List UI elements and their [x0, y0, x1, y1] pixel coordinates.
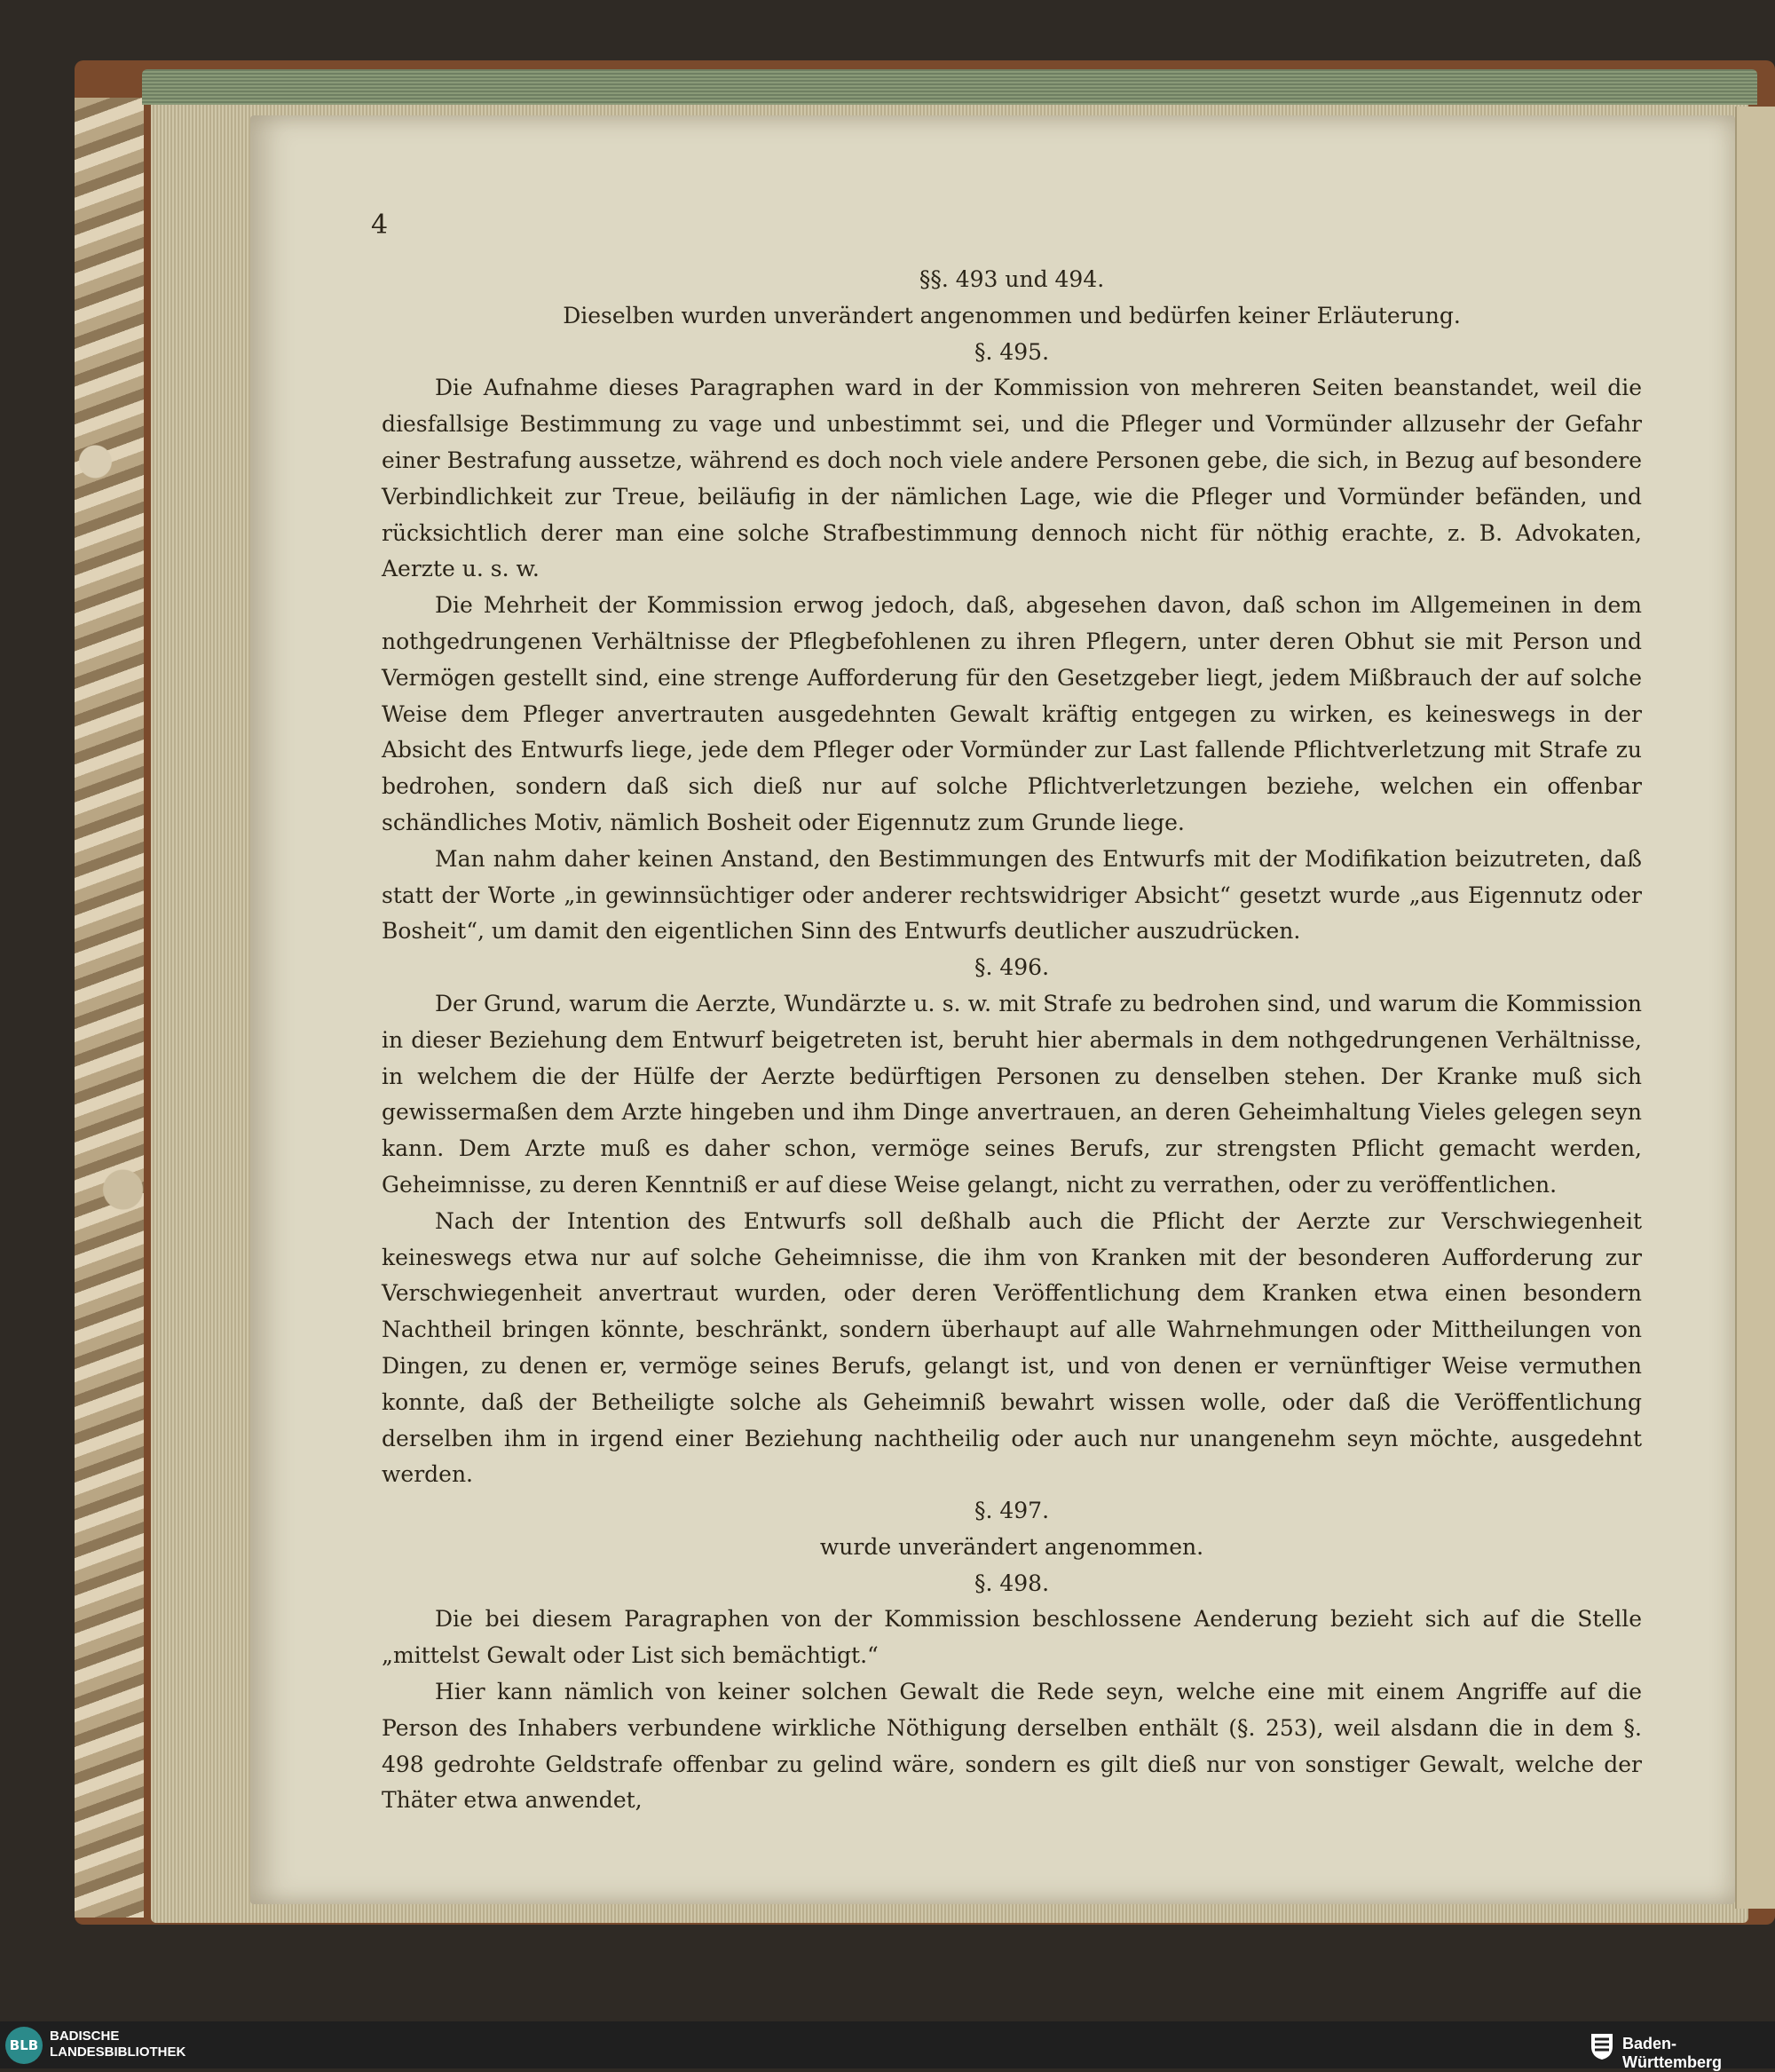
paragraph: Hier kann nämlich von keiner solchen Gewalt die Rede seyn, welche eine mit einem Angriffe auf die Person des Inhabers verbundene wirkliche Nöthigung derselben enthält (§. 253), weil alsdann die in dem §. 498 gedrohte Geldstrafe offenbar zu gelind wäre, sondern es gilt dieß nur von sonstiger Gewalt, welche der Thäter etwa anwendet, — [382, 1679, 1642, 1814]
baden-wuerttemberg-name[interactable]: Baden-Württemberg — [1622, 2035, 1722, 2071]
footer-bar — [0, 2021, 1775, 2071]
blb-name-line2: LANDESBIBLIOTHEK — [50, 2044, 186, 2060]
section-heading: §§. 493 und 494. — [919, 266, 1105, 292]
blb-name-line1: BADISCHE — [50, 2029, 120, 2044]
page-body-text — [382, 262, 1642, 1819]
paragraph: Man nahm daher keinen Anstand, den Bestimmungen des Entwurfs mit der Modifikation beizutreten, daß statt der Worte „in gewinnsüchtiger oder anderer rechtswidriger Absicht“ gesetzt wurde „aus Eigennutz oder Bosheit“, um damit den eigentlichen Sinn des Entwurfs deutlicher auszudrücken. — [382, 845, 1642, 945]
centered-line: wurde unverändert angenommen. — [819, 1533, 1204, 1560]
section-heading: §. 497. — [974, 1498, 1050, 1524]
marbled-edge — [75, 98, 144, 1918]
section-heading: §. 498. — [974, 1570, 1050, 1596]
top-edge — [142, 69, 1757, 105]
section-heading: §. 496. — [974, 954, 1050, 981]
paragraph: Die Mehrheit der Kommission erwog jedoch, daß, abgesehen davon, daß schon im Allgemeinen in dem nothgedrungenen Verhältnisse der Pflegbefohlenen zu ihren Pflegern, unter deren Obhut sie mit Person und Vermögen gestellt sind, eine strenge Aufforderung für den Gesetzgeber liegt, jedem Mißbrauch der auf solche Weise dem Pfleger anvertrauten ausgedehnten Gewalt kräftig entgegen zu wirken, es keineswegs in der Absicht des Entwurfs liege, jede dem Pfleger oder Vormünder zur Last fallende Pflichtverletzung mit Strafe zu bedrohen, sondern daß sich dieß nur auf solche Pflichtverletzungen beziehe, welchen ein offenbar schändliches Motiv, nämlich Bosheit oder Eigennutz zum Grunde liege. — [382, 592, 1642, 835]
paragraph: Die Aufnahme dieses Paragraphen ward in der Kommission von mehreren Seiten beanstandet, weil die diesfallsige Bestimmung zu vage und unbestimmt sei, und die Pfleger und Vormünder allzusehr der Gefahr einer Bestrafung aussetze, während es doch noch viele andere Personen gebe, die sich, in Bezug auf besondere Verbindlichkeit zur Treue, beiläufig in der nämlichen Lage, wie die Pfleger und Vormünder befänden, und rücksichtlich derer man eine solche Strafbestimmung dennoch nicht für nöthig erachte, z. B. Advokaten, Aerzte u. s. w. — [382, 375, 1642, 582]
baden-wuerttemberg-crest-icon[interactable] — [1589, 2030, 1615, 2060]
paragraph: Der Grund, warum die Aerzte, Wundärzte u. s. w. mit Strafe zu bedrohen sind, und warum die Kommission in dieser Beziehung dem Entwurf beigetreten ist, beruht hier abermals in dem nothgedrungenen Verhältnisse, in welchem die der Hülfe der Aerzte bedürftigen Personen zu denselben stehen. Der Kranke muß sich gewissermaßen dem Arzte hingeben und ihm Dinge anvertrauen, an deren Geheimhaltung Vieles gelegen seyn kann. Dem Arzte muß es daher schon, vermöge seines Berufs, zur strengsten Pflicht gemacht werden, Geheimnisse, zu deren Kenntniß er auf diese Weise gelangt, nicht zu verrathen, oder zu veröffentlichen. — [382, 990, 1642, 1198]
blb-logo-icon[interactable]: BLB — [5, 2027, 43, 2064]
paragraph: Nach der Intention des Entwurfs soll deßhalb auch die Pflicht der Aerzte zur Verschwiegenheit keineswegs etwa nur auf solche Geheimnisse, die ihm von Kranken mit der besonderen Aufforderung zur Verschwiegenheit anvertraut wurden, oder deren Veröffentlichung dem Kranken etwa einen besondern Nachtheil bringen könnte, beschränkt, sondern überhaupt auf alle Wahrnehmungen oder Mittheilungen von Dingen, zu denen er, vermöge seines Berufs, gelangt ist, und von denen er vernünftiger Weise vermuthen konnte, daß der Betheiligte solche als Geheimniß bewahrt wissen wolle, oder daß die Veröffentlichung derselben ihm in irgend einer Beziehung nachtheilig oder auch nur unangenehm seyn möchte, ausgedehnt werden. — [382, 1207, 1642, 1488]
facing-page-edge — [1735, 107, 1775, 1909]
paragraph: Die bei diesem Paragraphen von der Kommission beschlossene Aenderung bezieht sich auf die Stelle „mittelst Gewalt oder List sich bemächtigt.“ — [382, 1606, 1642, 1669]
centered-line: Dieselben wurden unverändert angenommen und bedürfen keiner Erläuterung. — [563, 302, 1461, 328]
section-heading: §. 495. — [974, 338, 1050, 365]
page-number: 4 — [371, 210, 389, 241]
blb-name[interactable] — [50, 2029, 185, 2060]
